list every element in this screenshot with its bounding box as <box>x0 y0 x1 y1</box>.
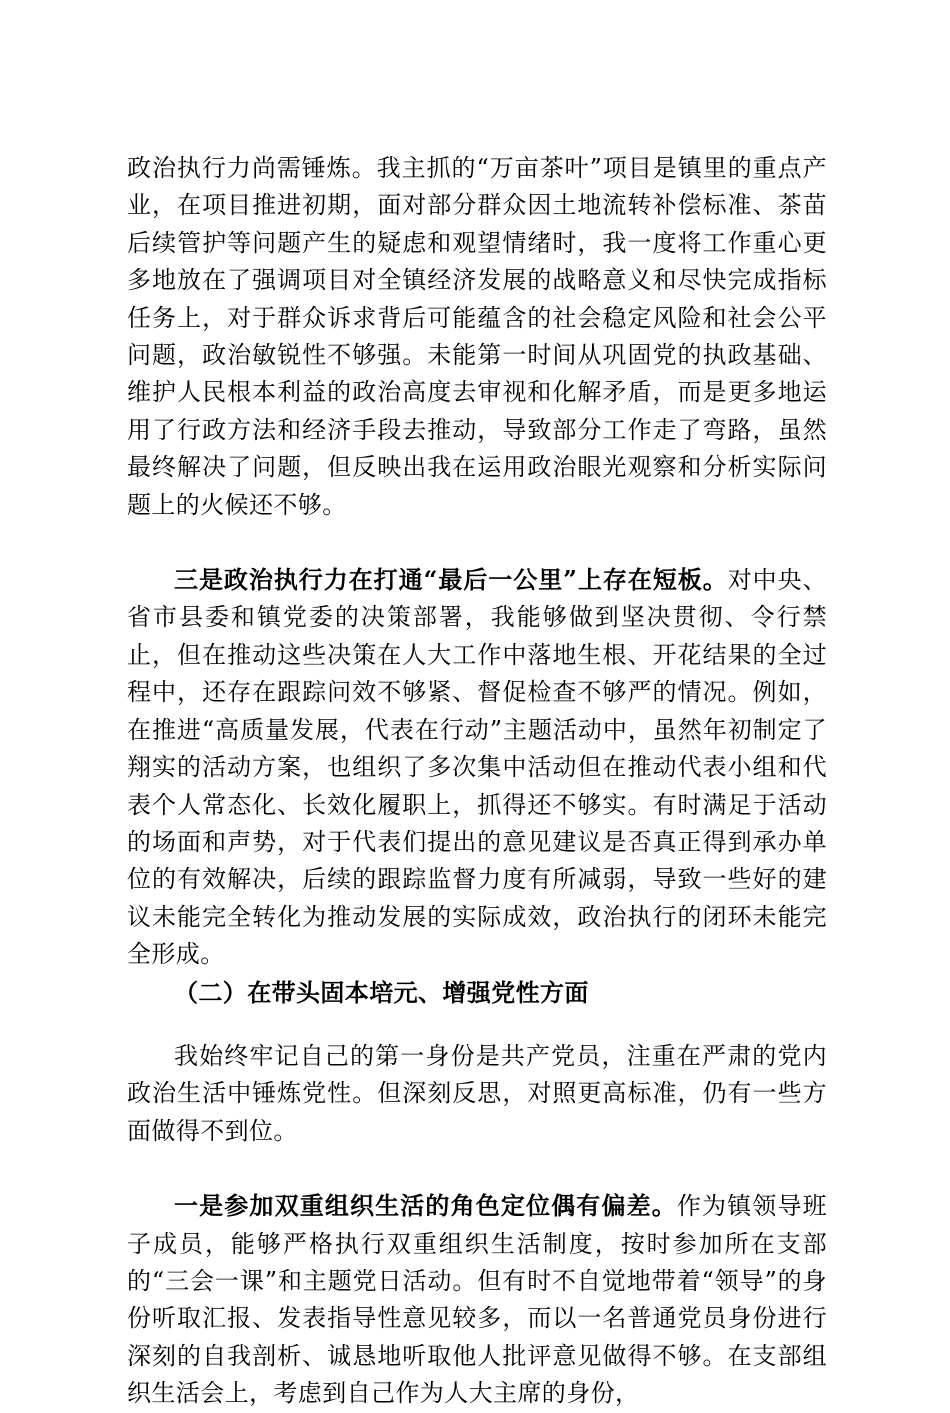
paragraph-execution-shortfall <box>127 561 827 973</box>
paragraph-party-member-identity: 我始终牢记自己的第一身份是共产党员，注重在严肃的党内政治生活中锤炼党性。但深刻反思，对照更高标准，仍有一些方面做得不到位。 <box>127 1041 827 1145</box>
paragraph-lead-one: 一是参加双重组织生活的角色定位偶有偏差。 <box>174 1191 677 1221</box>
paragraph-dual-organization-life <box>127 1187 827 1412</box>
paragraph-body-three: 对中央、省市县委和镇党委的决策部署，我能够做到坚决贯彻、令行禁止，但在推动这些决策在人大工作中落地生根、开花结果的全过程中，还存在跟踪问效不够紧、督促检查不够严的情况。例如，在推进“高质量发展，代表在行动”主题活动中，虽然年初制定了翔实的活动方案，也组织了多次集中活动但在推动代表小组和代表个人常态化、长效化履职上，抓得还不够实。有时满足于活动的场面和声势，对于代表们提出的意见建议是否真正得到承办单位的有效解决，后续的跟踪监督力度有所减弱，导致一些好的建议未能完全转化为推动发展的实际成效，政治执行的闭环未能完全形成。 <box>127 566 828 969</box>
section-heading-two: （二）在带头固本培元、增强党性方面 <box>174 977 589 1007</box>
paragraph-body-one: 作为镇领导班子成员，能够严格执行双重组织生活制度，按时参加所在支部的“三会一课”和主题党日活动。但有时不自觉地带着“领导”的身份听取汇报、发表指导性意见较多，而以一名普通党员身份进行深刻的自我剖析、诚恳地听取他人批评意见做得不够。在支部组织生活会上，考虑到自己作为人大主席的身份， <box>127 1192 827 1408</box>
document-page <box>127 150 827 1413</box>
paragraph-political-sensitivity: 政治执行力尚需锤炼。我主抓的“万亩茶叶”项目是镇里的重点产业，在项目推进初期，面对部分群众因土地流转补偿标准、茶苗后续管护等问题产生的疑虑和观望情绪时，我一度将工作重心更多地放在了强调项目对全镇经济发展的战略意义和尽快完成指标任务上，对于群众诉求背后可能蕴含的社会稳定风险和社会公平问题，政治敏锐性不够强。未能第一时间从巩固党的执政基础、维护人民根本利益的政治高度去审视和化解矛盾，而是更多地运用了行政方法和经济手段去推动，导致部分工作走了弯路，虽然最终解决了问题，但反映出我在运用政治眼光观察和分析实际问题上的火候还不够。 <box>127 154 827 519</box>
paragraph-lead-three: 三是政治执行力在打通“最后一公里”上存在短板。 <box>174 565 728 595</box>
